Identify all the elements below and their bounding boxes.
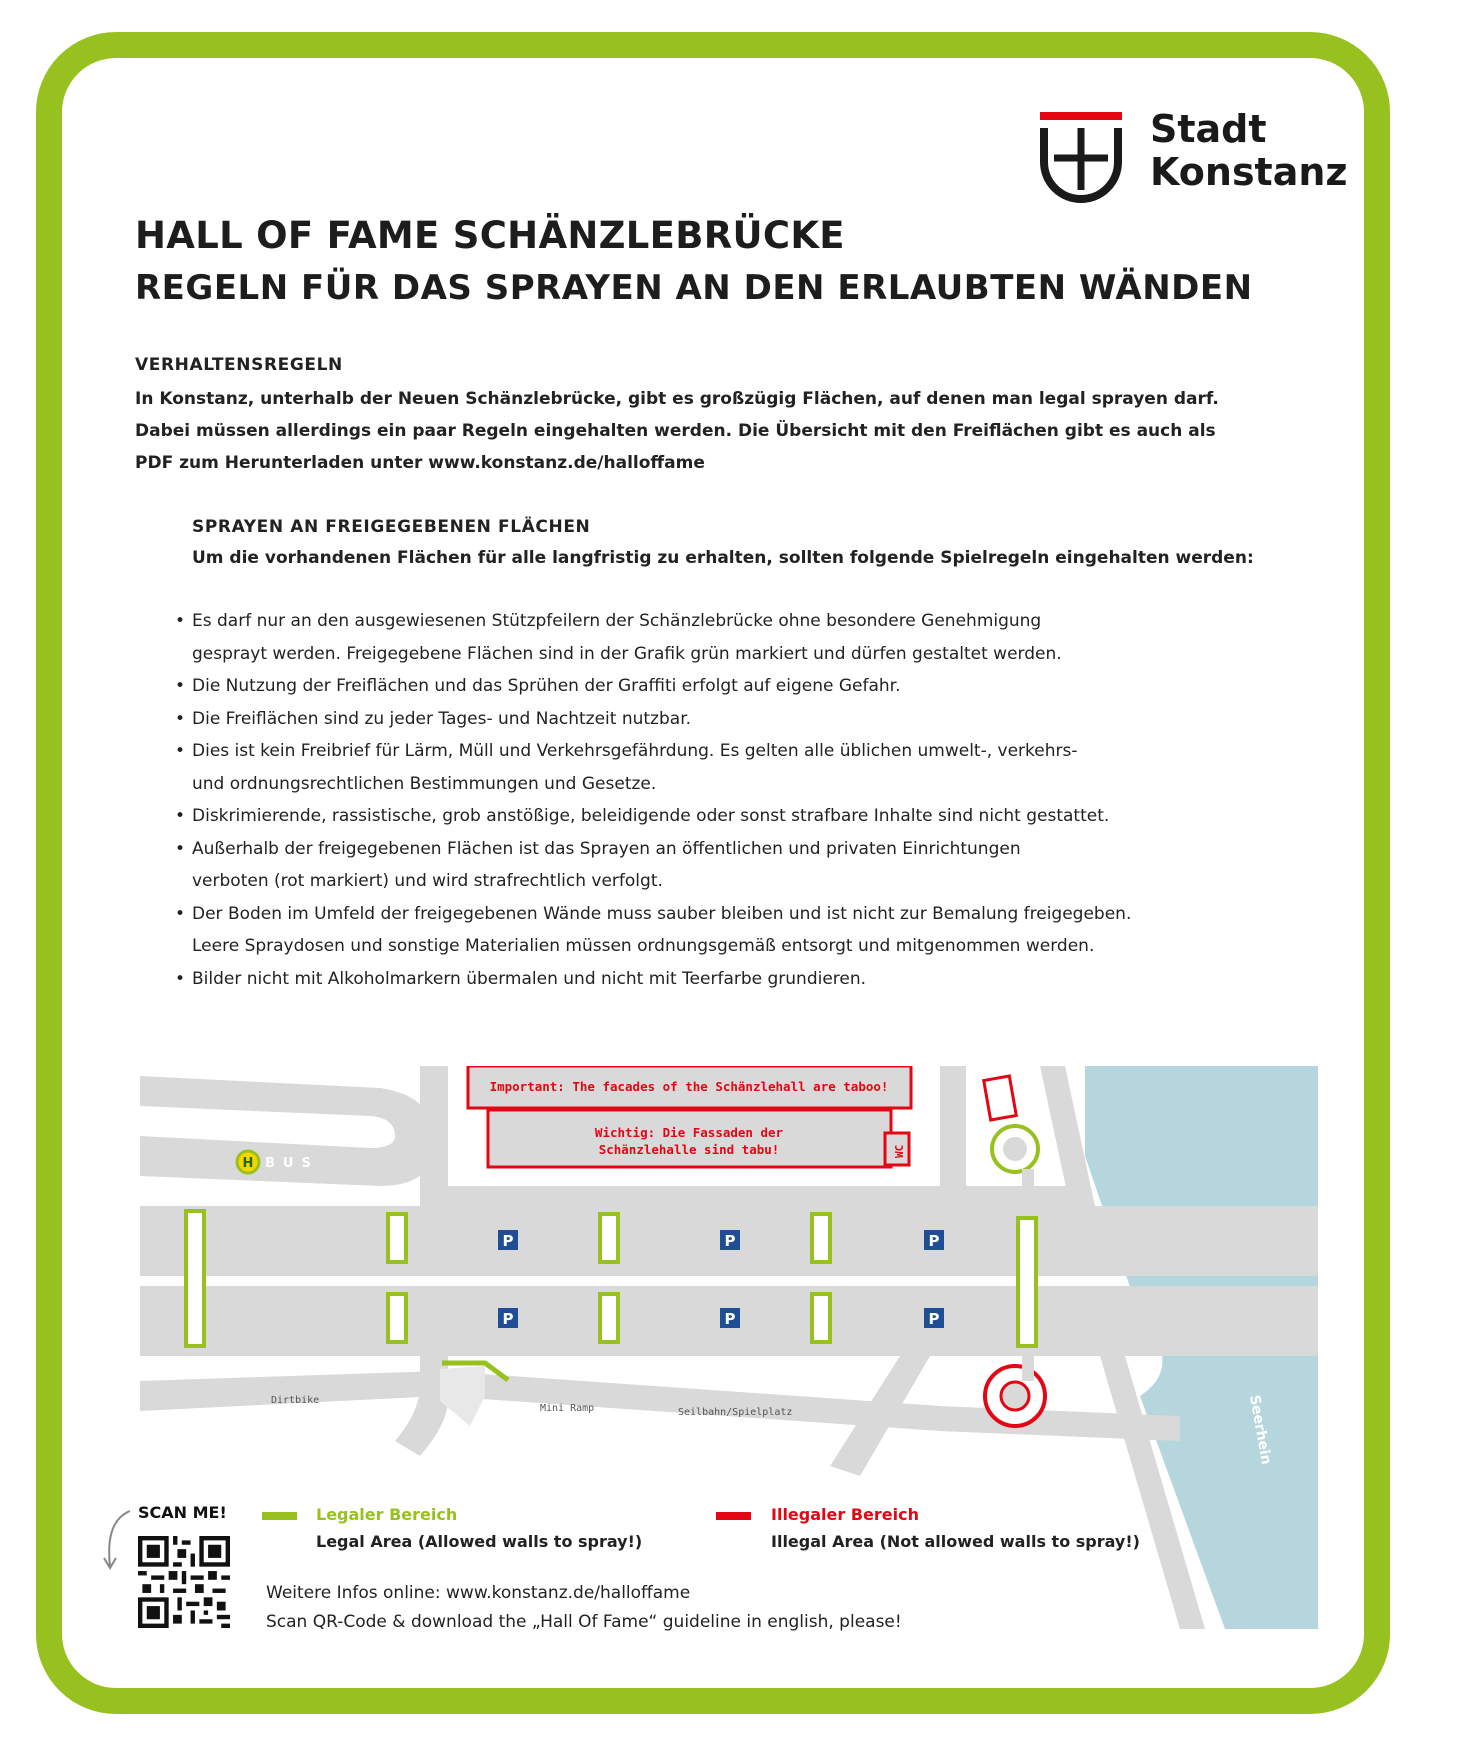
illegal-title: Illegaler Bereich bbox=[771, 1505, 919, 1524]
wc-label: WC bbox=[893, 1144, 906, 1158]
rule-line: gesprayt werden. Freigegebene Flächen sind in der Grafik grün markiert und dürfen gestaltet werden. bbox=[192, 643, 1062, 664]
legal-swatch bbox=[262, 1512, 297, 1520]
roundabout-lower-stem bbox=[1022, 1356, 1034, 1381]
legal-pillar bbox=[1018, 1218, 1036, 1346]
scan-me-label: SCAN ME! bbox=[138, 1503, 227, 1522]
legal-pillar bbox=[600, 1214, 618, 1262]
rule-line: • Diskrimierende, rassistische, grob anstößige, beleidigende oder sonst strafbare Inhalte sind nicht gestattet. bbox=[192, 806, 1110, 826]
rule-item bbox=[175, 670, 1295, 703]
conduct-text bbox=[135, 383, 1265, 479]
legal-pillar bbox=[812, 1294, 830, 1342]
info-line: Weitere Infos online: www.konstanz.de/halloffame bbox=[266, 1583, 691, 1603]
logo-wordmark bbox=[1150, 108, 1348, 194]
conduct-line: PDF zum Herunterladen unter www.konstanz.de/halloffame bbox=[135, 453, 705, 473]
spraying-heading: SPRAYEN AN FREIGEGEBENEN FLÄCHEN bbox=[192, 517, 591, 537]
road-horizontal-top bbox=[420, 1186, 1090, 1208]
rules-list bbox=[175, 605, 1295, 995]
legal-pillar bbox=[388, 1214, 406, 1262]
legal-subtitle: Legal Area (Allowed walls to spray!) bbox=[316, 1532, 643, 1551]
page-subtitle: REGELN FÜR DAS SPRAYEN AN DEN ERLAUBTEN WÄNDEN bbox=[135, 268, 1253, 308]
rule-line: • Es darf nur an den ausgewiesenen Stützpfeilern der Schänzlebrücke ohne besondere Genehmigung bbox=[192, 611, 1042, 631]
rule-item bbox=[175, 703, 1295, 736]
curved-arrow-icon bbox=[100, 1506, 140, 1576]
mini-ramp-area bbox=[440, 1366, 485, 1426]
conduct-line: Dabei müssen allerdings ein paar Regeln eingehalten werden. Die Übersicht mit den Freiflächen gibt es auch als bbox=[135, 421, 1216, 441]
roundabout-upper-stem bbox=[1022, 1169, 1034, 1207]
rule-line: und ordnungsrechtlichen Bestimmungen und Gesetze. bbox=[192, 773, 657, 794]
road-vertical-1 bbox=[420, 1066, 448, 1206]
parking-label: P bbox=[724, 1310, 736, 1328]
legal-pillar bbox=[600, 1294, 618, 1342]
roundabout-upper-inner bbox=[1003, 1137, 1027, 1161]
rule-item bbox=[175, 735, 1295, 800]
info-line: Scan QR-Code & download the „Hall Of Fame“ guideline in english, please! bbox=[266, 1612, 902, 1632]
rule-item bbox=[175, 898, 1295, 963]
important-en-label: Important: The facades of the Schänzlehall are taboo! bbox=[489, 1079, 889, 1094]
rule-line: • Dies ist kein Freibrief für Lärm, Müll und Verkehrsgefährdung. Es gelten alle üblichen umwelt-, verkehrs- bbox=[192, 741, 1078, 761]
seilbahn-label: Seilbahn/Spielplatz bbox=[678, 1407, 793, 1418]
bus-label: BUS bbox=[265, 1156, 319, 1171]
rule-line: • Bilder nicht mit Alkoholmarkern übermalen und nicht mit Teerfarbe grundieren. bbox=[192, 968, 867, 989]
seerhein-label: Seerhein bbox=[1246, 1393, 1275, 1466]
rule-item bbox=[175, 833, 1295, 898]
legal-pillar bbox=[812, 1214, 830, 1262]
rule-line: Leere Spraydosen und sonstige Materialien müssen ordnungsgemäß entsorgt und mitgenommen werden. bbox=[192, 936, 1095, 956]
rule-line: • Die Freiflächen sind zu jeder Tages- und Nachtzeit nutzbar. bbox=[192, 708, 692, 729]
parking-label: P bbox=[724, 1232, 736, 1250]
legal-pillar bbox=[388, 1294, 406, 1342]
page-title: HALL OF FAME SCHÄNZLEBRÜCKE bbox=[135, 214, 845, 257]
rule-line: • Außerhalb der freigegebenen Flächen ist das Sprayen an öffentlichen und privaten Einrichtungen bbox=[192, 838, 1021, 859]
rule-item bbox=[175, 963, 1295, 996]
important-de-line1: Wichtig: Die Fassaden der bbox=[594, 1125, 784, 1140]
qr-code[interactable] bbox=[138, 1536, 230, 1628]
dirtbike-label: Dirtbike bbox=[271, 1395, 320, 1406]
parking-label: P bbox=[502, 1232, 514, 1250]
illegal-swatch bbox=[716, 1512, 751, 1520]
rule-line: • Der Boden im Umfeld der freigegebenen Wände muss sauber bleiben und ist nicht zur Bemalung freigegeben. bbox=[192, 903, 1132, 924]
rule-item bbox=[175, 605, 1295, 670]
parking-label: P bbox=[928, 1310, 940, 1328]
legal-title: Legaler Bereich bbox=[316, 1505, 458, 1524]
mini-ramp-label: Mini Ramp bbox=[540, 1403, 595, 1414]
conduct-line: In Konstanz, unterhalb der Neuen Schänzlebrücke, gibt es großzügig Flächen, auf denen man legal sprayen darf. bbox=[135, 389, 1219, 409]
parking-label: P bbox=[502, 1310, 514, 1328]
legal-pillar bbox=[186, 1211, 204, 1346]
parking-label: P bbox=[928, 1232, 940, 1250]
road-vertical-2 bbox=[940, 1066, 966, 1206]
roundabout-lower-inner bbox=[1001, 1382, 1029, 1410]
logo-line-konstanz: Konstanz bbox=[1150, 150, 1348, 194]
conduct-heading: VERHALTENSREGELN bbox=[135, 355, 343, 375]
small-building-red bbox=[984, 1076, 1017, 1120]
important-de-line2: Schänzlehalle sind tabu! bbox=[598, 1142, 780, 1157]
illegal-subtitle: Illegal Area (Not allowed walls to spray!) bbox=[771, 1532, 1140, 1551]
logo-line-stadt: Stadt bbox=[1150, 107, 1267, 151]
rule-line: • Die Nutzung der Freiflächen und das Sprühen der Graffiti erfolgt auf eigene Gefahr. bbox=[192, 676, 901, 696]
rule-item bbox=[175, 800, 1295, 833]
spraying-intro: Um die vorhandenen Flächen für alle langfristig zu erhalten, sollten folgende Spielregeln eingehalten werden: bbox=[192, 548, 1254, 568]
bus-stop-label: H bbox=[242, 1156, 254, 1171]
rule-line: verboten (rot markiert) und wird strafrechtlich verfolgt. bbox=[192, 871, 663, 891]
